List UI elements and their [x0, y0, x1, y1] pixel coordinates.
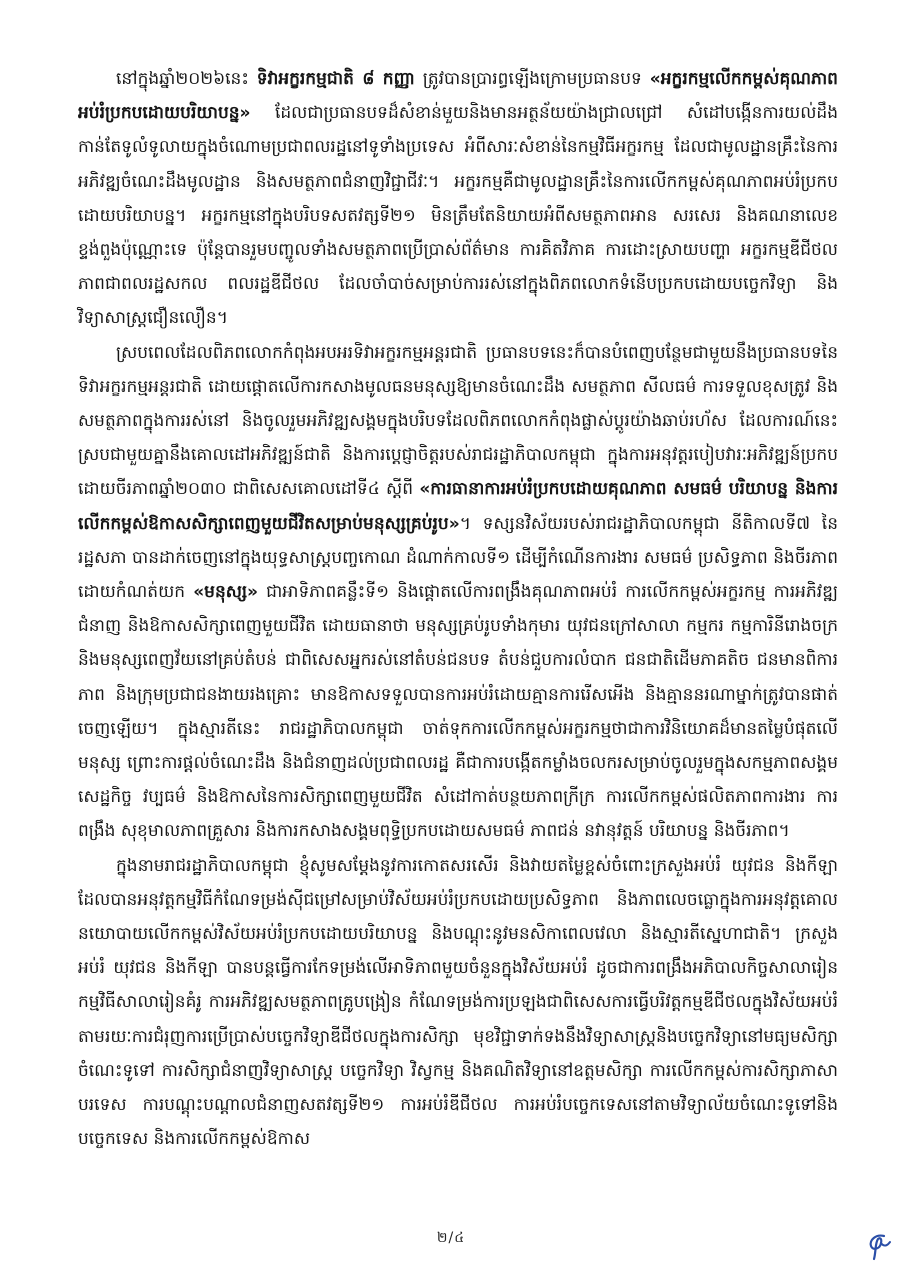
paragraph-text: ដែលជាប្រធានបទដ៏សំខាន់មួយនិងមានអត្ថន័យយ៉ាងជ្រាលជ្រៅ សំដៅបង្កើនការយល់ដឹងកាន់តែទូលំទូលាយក្នុងចំណោមប្រជាពលរដ្ឋនៅទូទាំងប្រទេស អំពីសារៈសំខាន់នៃកម្មវិធីអក្ខរកម្ម ដែលជាមូលដ្ឋានគ្រឹះនៃការអភិវឌ្ឍចំណេះដឹងមូលដ្ឋាន និងសមត្ថភាពជំនាញវិជ្ជាជីវៈ។ អក្ខរកម្មគឺជាមូលដ្ឋានគ្រឹះនៃការលើកកម្ពស់គុណភាពអប់រំប្រកបដោយបរិយាបន្ន។ អក្ខរកម្មនៅក្នុងបរិបទសតវត្សទី២១ មិនត្រឹមតែនិយាយអំពីសមត្ថភាពអាន សរសេរ និងគណនាលេខខ្ទង់ពួងប៉ុណ្ណោះទេ ប៉ុន្តែបានរួមបញ្ចូលទាំងសមត្ថភាពប្រើប្រាស់ព័ត៌មាន ការគិតវិភាគ ការដោះស្រាយបញ្ហា អក្ខរកម្មឌីជីថល ភាពជាពលរដ្ឋសកល ពលរដ្ឋឌីជីថល ដែលចាំបាច់សម្រាប់ការរស់នៅក្នុងពិភពលោកទំនើបប្រកបដោយបច្ចេកវិទ្យា និងវិទ្យាសាស្ត្រជឿនលឿន។	[78, 103, 838, 329]
emphasis-text: «មនុស្ស»	[193, 582, 258, 603]
handwritten-initial-mark-icon	[862, 1230, 896, 1264]
emphasis-text: «ការធានាការអប់រំប្រកបដោយគុណភាព សមធម៌ បរិយាបន្ន និងការលើកកម្ពស់ឱកាសសិក្សាពេញមួយជីវិតសម្រាប់មនុស្សគ្រប់រូប»	[78, 479, 838, 534]
paragraph-1	[78, 62, 838, 336]
paragraph-text: ។ ទស្សនវិស័យរបស់រាជរដ្ឋាភិបាលកម្ពុជា នីតិកាលទី៧ នៃរដ្ឋសភា បានដាក់ចេញនៅក្នុងយុទ្ធសាស្ត្របញ្ចកោណ ដំណាក់កាលទី១ ដើម្បីកំណើនការងារ សមធម៌ ប្រសិទ្ធភាព និងចីរភាព ដោយកំណត់យក	[78, 513, 838, 603]
page-number: ២/៤	[436, 1230, 466, 1246]
paragraph-3	[78, 849, 838, 1157]
paragraph-2	[78, 336, 838, 849]
paragraph-text: ស្របពេលដែលពិភពលោកកំពុងអបអរទិវាអក្ខរកម្មអន្តរជាតិ ប្រធានបទនេះក៏បានបំពេញបន្ថែមជាមួយនឹងប្រធានបទនៃទិវាអក្ខរកម្មអន្តរជាតិ ដោយផ្តោតលើការកសាងមូលធនមនុស្សឱ្យមានចំណេះដឹង សមត្ថភាព សីលធម៌ ការទទួលខុសត្រូវ និងសមត្ថភាពក្នុងការរស់នៅ និងចូលរួមអភិវឌ្ឍសង្គមក្នុងបរិបទដែលពិភពលោកកំពុងផ្លាស់ប្តូរយ៉ាងឆាប់រហ័ស ដែលការណ៍នេះស្របជាមួយគ្នានឹងគោលដៅអភិវឌ្ឍន៍ជាតិ និងការប្តេជ្ញាចិត្តរបស់រាជរដ្ឋាភិបាលកម្ពុជា ក្នុងការអនុវត្តរបៀបវារៈអភិវឌ្ឍន៍ប្រកបដោយចីរភាពឆ្នាំ២០៣០ ជាពិសេសគោលដៅទី៤ ស្តីពី	[78, 342, 838, 500]
paragraph-text: ត្រូវបានប្រារព្ធឡើងក្រោមប្រធានបទ	[414, 69, 650, 89]
paragraph-text: ក្នុងនាមរាជរដ្ឋាភិបាលកម្ពុជា ខ្ញុំសូមសម្តែងនូវការកោតសរសើរ និងវាយតម្លៃខ្ពស់ចំពោះក្រសួងអប់រំ យុវជន និងកីឡា ដែលបានអនុវត្តកម្មវិធីកំណែទម្រង់ស៊ីជម្រៅសម្រាប់វិស័យអប់រំប្រកបដោយប្រសិទ្ធភាព និងភាពលេចធ្លោក្នុងការអនុវត្តគោលនយោបាយលើកកម្ពស់វិស័យអប់រំប្រកបដោយបរិយាបន្ន និងបណ្តុះនូវមនសិកាពេលវេលា និងស្មារតីស្នេហាជាតិ។ ក្រសួងអប់រំ យុវជន និងកីឡា បានបន្តធ្វើការកែទម្រង់លើអាទិភាពមួយចំនួនក្នុងវិស័យអប់រំ ដូចជាការពង្រឹងអភិបាលកិច្ចសាលារៀន កម្មវិធីសាលារៀនគំរូ ការអភិវឌ្ឍសមត្ថភាពគ្រូបង្រៀន កំណែទម្រង់ការប្រឡងជាពិសេសការធ្វើបរិវត្តកម្មឌីជីថលក្នុងវិស័យអប់រំ តាមរយៈការជំរុញការប្រើប្រាស់បច្ចេកវិទ្យាឌីជីថលក្នុងការសិក្សា មុខវិជ្ជាទាក់ទងនឹងវិទ្យាសាស្ត្រនិងបច្ចេកវិទ្យានៅមធ្យមសិក្សាចំណេះទូទៅ ការសិក្សាជំនាញវិទ្យាសាស្ត្រ បច្ចេកវិទ្យា វិស្វកម្ម និងគណិតវិទ្យានៅឧត្តមសិក្សា ការលើកកម្ពស់ការសិក្សាភាសាបរទេស ការបណ្តុះបណ្តាលជំនាញសតវត្សទី២១ ការអប់រំឌីជីថល ការអប់រំបច្ចេកទេសនៅតាមវិទ្យាល័យចំណេះទូទៅនិងបច្ចេកទេស និងការលើកកម្ពស់ឱកាស	[78, 855, 838, 1150]
body-text	[78, 62, 838, 1157]
paragraph-text: ជាអាទិភាពគន្លឹះទី១ និងផ្តោតលើការពង្រឹងគុណភាពអប់រំ ការលើកកម្ពស់អក្ខរកម្ម ការអភិវឌ្ឍជំនាញ និងឱកាសសិក្សាពេញមួយជីវិត ដោយធានាថា មនុស្សគ្រប់រូបទាំងកុមារ យុវជនក្រៅសាលា កម្មករ កម្មការិនីរោងចក្រ និងមនុស្សពេញវ័យនៅគ្រប់តំបន់ ជាពិសេសអ្នករស់នៅតំបន់ជនបទ តំបន់ជួបការលំបាក ជនជាតិដើមភាគតិច ជនមានពិការភាព និងក្រុមប្រជាជនងាយរងគ្រោះ មានឱកាសទទួលបានការអប់រំដោយគ្មានការរើសអើង និងគ្មាននរណាម្នាក់ត្រូវបានផាត់ចេញឡើយ។ ក្នុងស្មារតីនេះ រាជរដ្ឋាភិបាលកម្ពុជា ចាត់ទុកការលើកកម្ពស់អក្ខរកម្មថាជាការវិនិយោគដ៏មានតម្លៃបំផុតលើមនុស្ស ព្រោះការផ្តល់ចំណេះដឹង និងជំនាញដល់ប្រជាពលរដ្ឋ គឺជាការបង្កើតកម្លាំងចលករសម្រាប់ចូលរួមក្នុងសកម្មភាពសង្គម សេដ្ឋកិច្ច វប្បធម៌ និងឱកាសនៃការសិក្សាពេញមួយជីវិត សំដៅកាត់បន្ថយភាពក្រីក្រ ការលើកកម្ពស់ផលិតភាពការងារ ការពង្រឹង សុខុមាលភាពគ្រួសារ និងការកសាងសង្គមពុទ្ធិប្រកបដោយសមធម៌ ភាពជន់ នវានុវត្តន៍ បរិយាបន្ន និងចីរភាព។	[78, 582, 839, 842]
paragraph-text: នៅក្នុងឆ្នាំ២០២៦នេះ	[116, 69, 257, 89]
emphasis-text: ទិវាអក្ខរកម្មជាតិ ៨ កញ្ញា	[256, 69, 415, 89]
emphasis-text: «អក្ខរកម្មលើកកម្ពស់គុណភាពអប់រំប្រកបដោយបរិយាបន្ន»	[78, 69, 838, 124]
